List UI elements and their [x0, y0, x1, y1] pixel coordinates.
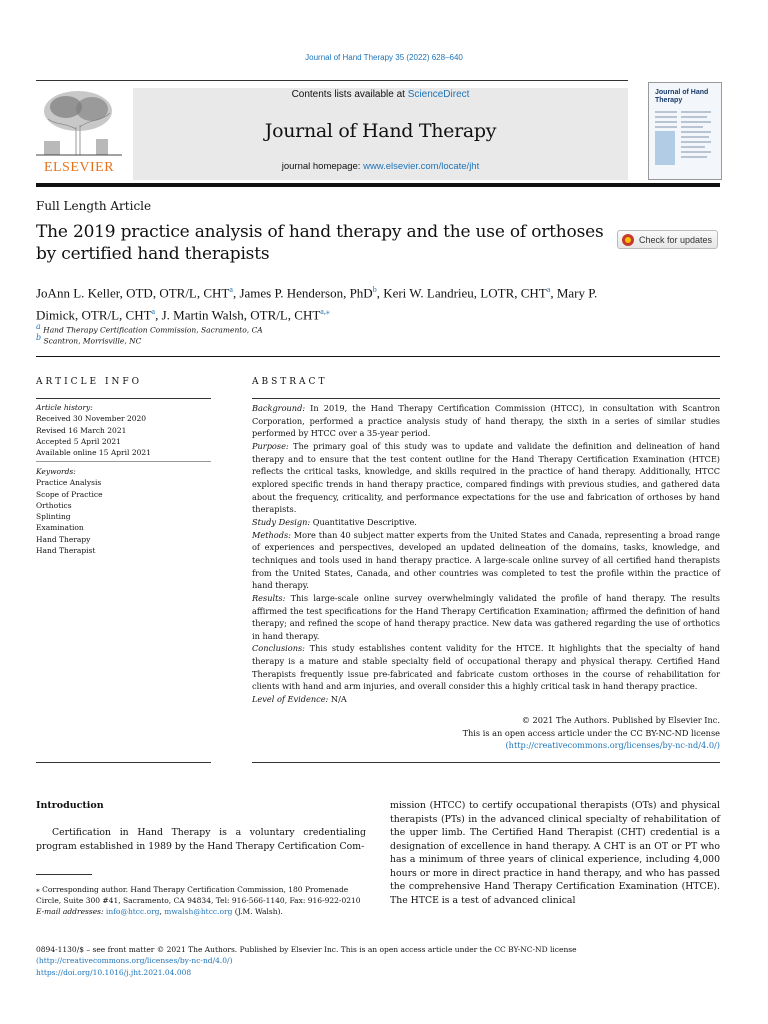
author-separator: , — [155, 307, 162, 323]
contents-line — [133, 89, 628, 100]
history-received: Received 30 November 2020 — [36, 414, 147, 424]
email-link[interactable]: info@htcc.org — [105, 907, 160, 916]
section-text: The primary goal of this study was to update and validate the definition and delineation of hand therapy and to ensure that the test content outline for the Hand Therapy Certification Examination (HTCE) reflects the critical tasks, knowledge, and skills required in the practice of hand therapy. Additionally, HTCC explored specific trends in hand therapy practice, compared findings with previous studies, and gathered data about the frequency, criticality, and performance expectations for the use and fabrication of orthoses by hand therapists. — [252, 440, 720, 515]
header-thick-rule — [36, 183, 720, 187]
article-title: The 2019 practice analysis of hand therapy and the use of orthoses by certified hand therapists — [36, 222, 604, 264]
keywords — [36, 466, 211, 556]
abstract-copyright — [252, 714, 720, 752]
keyword: Hand Therapy — [36, 534, 91, 544]
affiliation-text: Scantron, Morrisville, NC — [43, 336, 142, 346]
keywords-label: Keywords: — [36, 467, 76, 476]
license-link[interactable]: (http://creativecommons.org/licenses/by-nc-nd/4.0/) — [505, 740, 720, 751]
article-info-end-rule — [36, 762, 211, 763]
check-for-updates-label: Check for updates — [639, 234, 713, 245]
abstract-rule — [252, 398, 720, 399]
section-label: Purpose: — [252, 440, 289, 451]
cover-title: Journal of Hand Therapy — [655, 89, 709, 104]
section-label: Level of Evidence: — [252, 694, 329, 705]
elsevier-tree-logo — [36, 89, 122, 157]
license-line: This is an open access article under the CC BY-NC-ND license — [462, 727, 720, 738]
history-label: Article history: — [36, 403, 93, 412]
author-name: James P. Henderson, PhD — [239, 285, 373, 301]
crossmark-icon — [622, 234, 634, 246]
section-label: Study Design: — [252, 516, 311, 527]
affiliation-marker: b — [36, 333, 42, 342]
doi-link[interactable]: https://doi.org/10.1016/j.jht.2021.04.008 — [36, 967, 192, 977]
front-matter-footer — [36, 944, 720, 978]
author-affiliation-marker[interactable]: a — [546, 285, 551, 294]
body-column-1: Certification in Hand Therapy is a voluntary credentialing program established in 1989 by the Hand Therapy Certification Com- — [36, 827, 366, 852]
keyword: Orthotics — [36, 500, 72, 510]
author-affiliation-marker[interactable]: a — [151, 307, 156, 317]
publisher-logo-text: ELSEVIER — [43, 160, 115, 175]
abstract-conclusions — [252, 642, 720, 693]
journal-cover-thumbnail[interactable] — [648, 82, 722, 180]
affiliation-marker: a — [36, 322, 41, 331]
history-accepted: Accepted 5 April 2021 — [36, 436, 121, 446]
contents-prefix: Contents lists available at — [291, 89, 408, 100]
abstract-level-of-evidence — [252, 693, 720, 706]
section-label: Results: — [252, 592, 286, 603]
sciencedirect-link[interactable]: ScienceDirect — [407, 89, 470, 100]
abstract-methods — [252, 529, 720, 592]
author-name: J. Martin Walsh, OTR/L, CHT — [161, 307, 321, 323]
section-text: In 2019, the Hand Therapy Certification Commission (HTCC), in consultation with Scantron Corporation, performed a practice analysis study of hand therapy, the sixth in a series of similar studies performed by HTCC over a 35-year period. — [252, 403, 720, 439]
author-affiliation-marker[interactable]: a,⁎ — [320, 307, 330, 317]
abstract-body — [252, 402, 720, 706]
history-online: Available online 15 April 2021 — [36, 448, 151, 458]
section-label: Conclusions: — [252, 643, 305, 654]
author-affiliation-marker[interactable]: b — [372, 285, 377, 294]
abstract-end-rule — [252, 762, 720, 763]
introduction-heading: Introduction — [36, 800, 104, 811]
email-line: E-mail addresses: info@htcc.org, mwalsh@htcc.org (J.M. Walsh). — [36, 907, 283, 916]
author-name: Mary P. Dimick, OTR/L, CHT — [36, 285, 598, 323]
section-text: More than 40 subject matter experts from the United States and Canada, representing a broad range of experiences and perspectives, developed an updated delineation of the domains, tasks, knowledge, and techniques and tools used in hand therapy practice. A large-scale online survey of all certified hand therapists from the United States, Canada, and other countries was completed to test the profile within the practice of hand therapy. — [252, 529, 720, 591]
abstract-heading: ABSTRACT — [252, 377, 328, 387]
author-separator: , — [376, 285, 384, 301]
author-name: Keri W. Landrieu, LOTR, CHT — [383, 285, 547, 301]
abstract-study-design — [252, 516, 720, 529]
section-text: This study establishes content validity for the HTCE. It highlights that the specialty of hand therapy is a mature and stable specialty field of occupational therapy and physical therapy. Certified Hand Therapists frequently issue pre-fabricated and fabricate custom orthoses in the course of rehabilitation for clients with hand and arm injuries, and overall consider this a highly critical task in hand therapy practice. — [252, 643, 720, 692]
email-label: E-mail addresses: — [36, 907, 104, 916]
author-list — [36, 280, 616, 325]
article-type: Full Length Article — [36, 199, 152, 213]
homepage-line — [133, 161, 628, 172]
abstract-background — [252, 402, 720, 440]
keyword: Hand Therapist — [36, 546, 96, 556]
copyright-line: © 2021 The Authors. Published by Elsevier Inc. — [521, 715, 720, 725]
article-info-heading: ARTICLE INFO — [36, 377, 143, 387]
journal-citation[interactable]: Journal of Hand Therapy 35 (2022) 628–640 — [305, 53, 463, 62]
history-revised: Revised 16 March 2021 — [36, 425, 127, 435]
section-label: Background: — [252, 403, 306, 413]
homepage-link[interactable]: www.elsevier.com/locate/jht — [363, 161, 480, 172]
affiliation-text: Hand Therapy Certification Commission, Sacramento, CA — [43, 325, 263, 335]
section-rule — [36, 356, 720, 357]
author-separator: , — [550, 285, 557, 301]
keyword: Practice Analysis — [36, 478, 102, 488]
affiliation-b — [36, 333, 141, 346]
author-name: JoAnn L. Keller, OTD, OTR/L, CHT — [36, 285, 230, 301]
section-text: This large-scale online survey overwhelmingly validated the profile of hand therapy. The results affirmed the test specifications for the Hand Therapy Certification Examination; affirmed the definition of hand therapy; and refined the scope of hand therapy practice. New data was gathered regarding the use of orthotics in hand therapy. — [252, 592, 720, 641]
license-link[interactable]: (http://creativecommons.org/licenses/by-nc-nd/4.0/) — [36, 956, 233, 966]
section-text: Quantitative Descriptive. — [310, 516, 417, 527]
section-label: Methods: — [252, 529, 291, 540]
cover-text-lines — [649, 105, 721, 175]
corresponding-footnote — [36, 884, 366, 917]
article-info-rule — [36, 398, 211, 399]
keyword: Examination — [36, 523, 84, 533]
article-history — [36, 402, 211, 458]
keywords-rule — [36, 461, 211, 462]
keyword: Splinting — [36, 512, 71, 522]
homepage-prefix: journal homepage: — [281, 161, 364, 172]
section-text: N/A — [328, 694, 347, 705]
author-affiliation-marker[interactable]: a — [229, 285, 233, 294]
abstract-results — [252, 592, 720, 643]
footnote-rule — [36, 874, 92, 875]
header-rule — [36, 80, 628, 81]
keyword: Scope of Practice — [36, 489, 103, 499]
journal-title: Journal of Hand Therapy — [264, 120, 497, 142]
check-for-updates-button[interactable] — [617, 230, 718, 249]
body-column-2: mission (HTCC) to certify occupational therapists (OTs) and physical therapists (PTs) in the advanced clinical specialty of rehabilitation of the upper limb. The Certified Hand Therapist (CHT) credential is a designation of excellence in hand therapy. A CHT is an OT or PT who has a minimum of three years of clinical experience, including 4,000 hours or more in direct practice in hand therapy, and who has passed the comprehensive Hand Therapy Certification Examination (HTCE). The HTCE is a test of advanced clinical — [390, 800, 720, 906]
abstract-purpose — [252, 440, 720, 516]
corresponding-author-note: ⁎ Corresponding author. Hand Therapy Certification Commission, 180 Promenade Circle, Suite 300 #41, Sacramento, CA 94834, Tel: 916-566-1140, Fax: 916-922-0210 — [36, 885, 361, 905]
email-suffix: (J.M. Walsh). — [232, 907, 283, 916]
author-separator: , — [232, 285, 240, 301]
email-link[interactable]: mwalsh@htcc.org — [164, 907, 233, 916]
front-matter-line: 0894-1130/$ – see front matter © 2021 The Authors. Published by Elsevier Inc. This is an open access article under the CC BY-NC-ND license — [36, 945, 577, 954]
